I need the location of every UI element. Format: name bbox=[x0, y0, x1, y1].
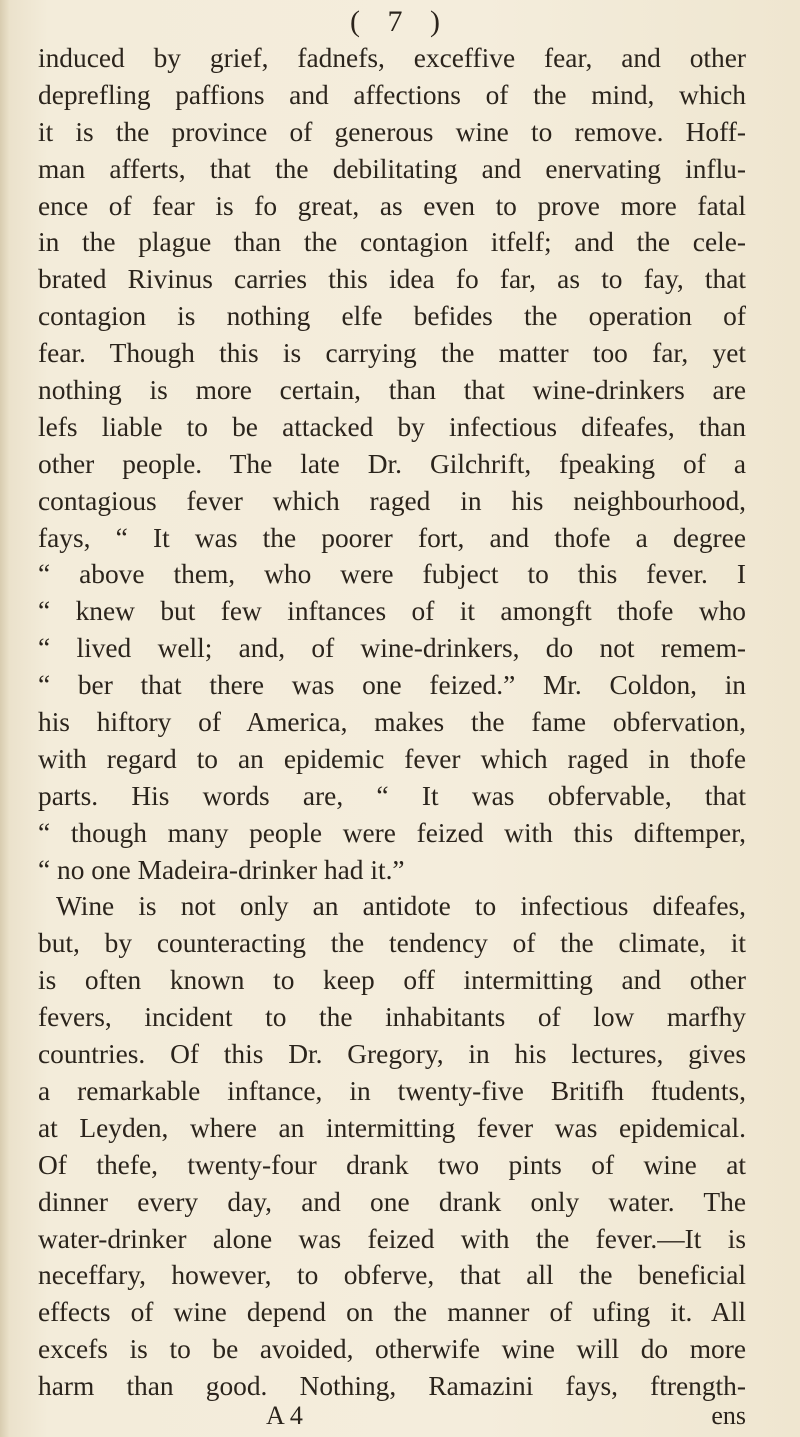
text-line: water-drinker alone was feized with the fever.—It is bbox=[38, 1223, 746, 1254]
text-line: ence of fear is fo great, as even to prove more fatal bbox=[38, 190, 746, 221]
text-line: nothing is more certain, than that wine-drinkers are bbox=[38, 375, 746, 406]
text-line: fevers, incident to the inhabitants of low marfhy bbox=[38, 1002, 746, 1033]
text-line: contagion is nothing elfe befides the operation of bbox=[38, 301, 746, 332]
text-line: neceffary, however, to obferve, that all the beneficial bbox=[38, 1260, 746, 1291]
text-line: countries. Of this Dr. Gregory, in his lectures, gives bbox=[38, 1039, 746, 1070]
text-line: effects of wine depend on the manner of ufing it. All bbox=[38, 1297, 746, 1328]
text-line: parts. His words are, “ It was obfervable, that bbox=[38, 780, 746, 811]
text-line: it is the province of generous wine to remove. Hoff- bbox=[38, 116, 746, 147]
text-line: brated Rivinus carries this idea fo far, as to fay, that bbox=[38, 264, 746, 295]
text-line: “ knew but few inftances of it amongft thofe who bbox=[38, 596, 746, 627]
text-line: other people. The late Dr. Gilchrift, fpeaking of a bbox=[38, 448, 746, 479]
text-line: his hiftory of America, makes the fame obfervation, bbox=[38, 707, 746, 738]
text-line: fays, “ It was the poorer fort, and thofe a degree bbox=[38, 522, 746, 553]
text-line: excefs is to be avoided, otherwife wine will do more bbox=[38, 1334, 746, 1365]
page-footer bbox=[38, 1399, 746, 1433]
text-line: harm than good. Nothing, Ramazini fays, ftrength- bbox=[38, 1371, 746, 1402]
text-line: “ above them, who were fubject to this fever. I bbox=[38, 559, 746, 590]
text-line: lefs liable to be attacked by infectious difeafes, than bbox=[38, 411, 746, 442]
text-line: “ though many people were feized with this diftemper, bbox=[38, 817, 746, 848]
text-line: “ ber that there was one feized.” Mr. Coldon, in bbox=[38, 670, 746, 701]
text-line: at Leyden, where an intermitting fever was epidemical. bbox=[38, 1112, 746, 1143]
text-line: Wine is not only an antidote to infectious difeafes, bbox=[56, 891, 746, 922]
text-line: “ no one Madeira-drinker had it.” bbox=[38, 854, 405, 885]
body-text bbox=[38, 40, 746, 1405]
text-line: deprefling paffions and affections of the mind, which bbox=[38, 79, 746, 110]
text-line: with regard to an epidemic fever which raged in thofe bbox=[38, 743, 746, 774]
text-line: man afferts, that the debilitating and enervating influ- bbox=[38, 153, 746, 184]
text-line: dinner every day, and one drank only water. The bbox=[38, 1186, 746, 1217]
text-line: “ lived well; and, of wine-drinkers, do not remem- bbox=[38, 633, 746, 664]
text-line: Of thefe, twenty-four drank two pints of wine at bbox=[38, 1149, 746, 1180]
text-line: but, by counteracting the tendency of the climate, it bbox=[38, 928, 746, 959]
text-line: a remarkable inftance, in twenty-five Britifh ftudents, bbox=[38, 1075, 746, 1106]
text-line: fear. Though this is carrying the matter too far, yet bbox=[38, 338, 746, 369]
text-line: induced by grief, fadnefs, exceffive fear, and other bbox=[38, 43, 746, 73]
text-line: in the plague than the contagion itfelf; and the cele- bbox=[38, 227, 746, 258]
catchword: ens bbox=[711, 1401, 746, 1430]
page-number: ( 7 ) bbox=[350, 5, 450, 38]
signature-mark: A 4 bbox=[266, 1401, 303, 1430]
text-line: is often known to keep off intermitting and other bbox=[38, 965, 746, 996]
text-line: contagious fever which raged in his neighbourhood, bbox=[38, 485, 746, 516]
page-gutter bbox=[0, 0, 10, 1437]
